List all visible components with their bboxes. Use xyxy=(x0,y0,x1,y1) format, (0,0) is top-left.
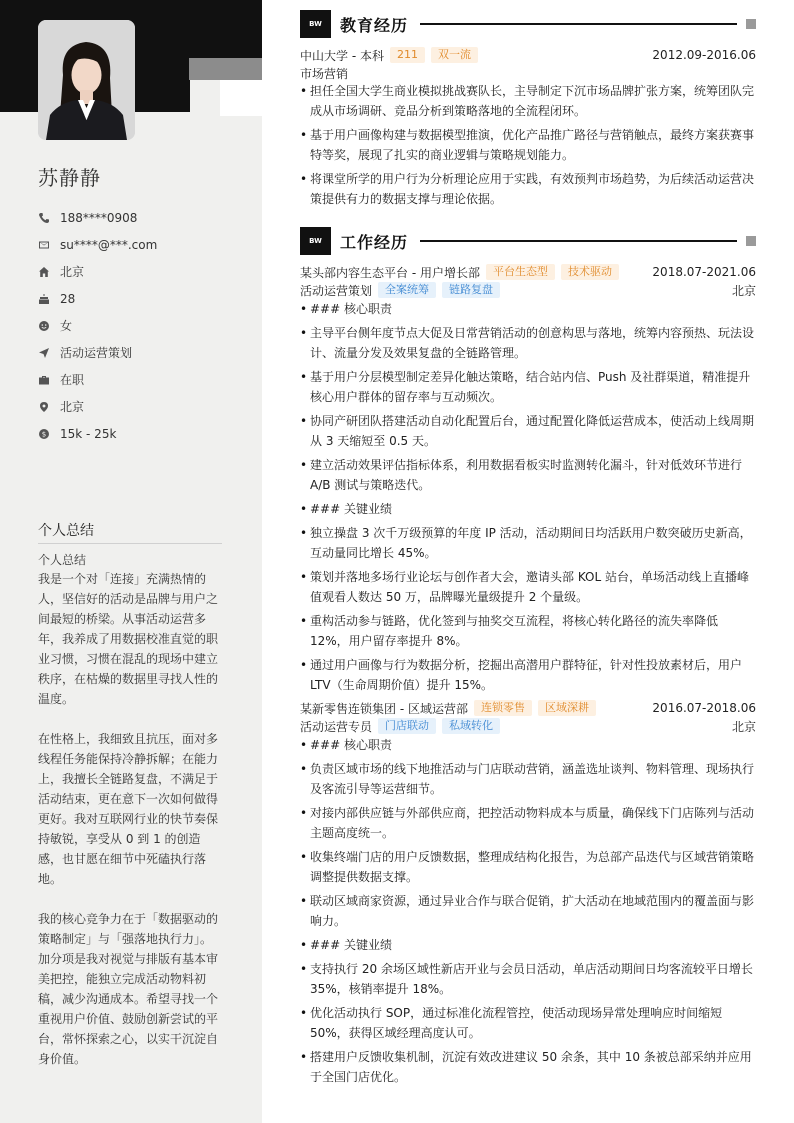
summary-body xyxy=(38,569,222,1089)
job-bullet: • 联动区域商家资源，通过异业合作与联合促销，扩大活动在地域范围内的覆盖面与影响力。 xyxy=(300,891,756,931)
job-bullet: • 通过用户画像与行为数据分析，挖掘出高潜用户群特征，针对性投放素材后，用户 LTV（生命周期价值）提升 15%。 xyxy=(300,655,756,695)
section-divider xyxy=(420,23,737,25)
salary-icon xyxy=(38,428,50,440)
education-tag: 双一流 xyxy=(431,47,478,63)
job-role-tag: 私域转化 xyxy=(442,718,500,734)
education-school-row xyxy=(300,46,756,64)
svg-text:$: $ xyxy=(41,430,47,439)
job-company: 某头部内容生态平台 - 用户增长部 xyxy=(300,265,480,280)
info-age xyxy=(38,285,248,312)
summary-paragraph: 在性格上，我细致且抗压，面对多线程任务能保持冷静拆解；在能力上，我擅长全链路复盘，不满足于活动结束，更在意下一次如何做得更好。我对互联网行业的快节奏保持敏锐，享受从 0 到 1 的创造感，也甘愿在细节中死磕执行落地。 xyxy=(38,732,219,886)
job-bullets xyxy=(300,299,756,699)
section-end-marker xyxy=(746,19,756,29)
job-bullet: • 重构活动参与链路，优化签到与抽奖交互流程，将核心转化路径的流失率降低 12%，用户留存率提升 8%。 xyxy=(300,611,756,651)
education-major: 市场营销 xyxy=(300,66,349,81)
info-target-role-text: 活动运营策划 xyxy=(60,346,133,360)
job-city: 北京 xyxy=(731,719,756,734)
info-location xyxy=(38,393,248,420)
job-company: 某新零售连锁集团 - 区域运营部 xyxy=(300,701,468,716)
info-target-role xyxy=(38,339,248,366)
mail-icon xyxy=(38,239,50,251)
education-bullet: • 担任全国大学生商业模拟挑战赛队长，主导制定下沉市场品牌扩张方案，统筹团队完成从市场调研、竞品分析到策略落地的全流程闭环。 xyxy=(300,81,756,121)
education-section-title: 教育经历 xyxy=(340,15,409,35)
section-divider xyxy=(420,240,737,242)
education-period: 2012.09-2016.06 xyxy=(652,48,756,62)
sidebar xyxy=(0,0,262,1123)
send-icon xyxy=(38,347,50,359)
job-bullet: • ### 核心职责 xyxy=(300,735,756,755)
job-bullet: • 收集终端门店的用户反馈数据，整理成结构化报告，为总部产品迭代与区域营销策略调整提供数据支撑。 xyxy=(300,847,756,887)
info-phone xyxy=(38,204,248,231)
education-major-row xyxy=(300,64,756,82)
education-section-header xyxy=(300,10,756,38)
gender-icon xyxy=(38,320,50,332)
job-role: 活动运营策划 xyxy=(300,283,373,298)
briefcase-icon xyxy=(38,374,50,386)
info-home xyxy=(38,258,248,285)
job-company-tag: 区域深耕 xyxy=(538,700,596,716)
cake-icon xyxy=(38,293,50,305)
job-bullet: • 负责区域市场的线下地推活动与门店联动营销，涵盖选址谈判、物料管理、现场执行及客流引导等运营细节。 xyxy=(300,759,756,799)
info-phone-text: 188****0908 xyxy=(60,210,138,225)
header-block-gray xyxy=(189,58,262,80)
summary-title: 个人总结 xyxy=(38,520,222,544)
info-home-text: 北京 xyxy=(60,265,85,279)
job-company-tag: 平台生态型 xyxy=(486,264,555,280)
job-role-tag: 链路复盘 xyxy=(442,282,500,298)
info-email xyxy=(38,231,248,258)
phone-icon xyxy=(38,212,50,224)
job-bullet: • 独立操盘 3 次千万级预算的年度 IP 活动，活动期间日均活跃用户数突破历史新高，互动量同比增长 45%。 xyxy=(300,523,756,563)
job-company-tag: 连锁零售 xyxy=(474,700,532,716)
info-status-text: 在职 xyxy=(60,373,85,387)
education-school: 中山大学 - 本科 xyxy=(300,48,384,63)
info-gender xyxy=(38,312,248,339)
education-bullets xyxy=(300,81,756,213)
info-gender-text: 女 xyxy=(60,319,73,333)
education-bullet: • 将课堂所学的用户行为分析理论应用于实践，有效预判市场趋势，为后续活动运营决策提供有力的数据支撑与理论依据。 xyxy=(300,169,756,209)
job-bullet: • 策划并落地多场行业论坛与创作者大会，邀请头部 KOL 站台，单场活动线上直播峰值观看人数达 50 万，品牌曝光量级提升 2 个量级。 xyxy=(300,567,756,607)
job-bullet: • ### 核心职责 xyxy=(300,299,756,319)
info-age-text: 28 xyxy=(60,291,76,306)
job-period: 2018.07-2021.06 xyxy=(652,265,756,279)
job-period: 2016.07-2018.06 xyxy=(652,701,756,715)
summary-subtitle: 个人总结 xyxy=(38,553,87,567)
job-bullet: • ### 关键业绩 xyxy=(300,499,756,519)
home-icon xyxy=(38,266,50,278)
summary-paragraph: 我的核心竞争力在于「数据驱动的策略制定」与「强落地执行力」。加分项是我对视觉与排版有基本审美把控，能独立完成活动物料初稿，减少沟通成本。希望寻找一个重视用户价值、鼓励创新尝试的平台，常怀探索之心，以实干沉淀自身价值。 xyxy=(38,912,219,1066)
job-role-row xyxy=(300,281,756,299)
job-bullet: • 基于用户分层模型制定差异化触达策略，结合站内信、Push 及社群渠道，精准提升核心用户群体的留存率与互动频次。 xyxy=(300,367,756,407)
info-status xyxy=(38,366,248,393)
header-block-white xyxy=(220,80,262,116)
job-role-tag: 门店联动 xyxy=(378,718,436,734)
job-role: 活动运营专员 xyxy=(300,719,373,734)
info-email-text: su****@***.com xyxy=(60,237,158,252)
job-bullet: • 建立活动效果评估指标体系，利用数据看板实时监测转化漏斗，针对低效环节进行 A/B 测试与策略迭代。 xyxy=(300,455,756,495)
section-logo-icon: BW xyxy=(300,227,331,255)
education-tag: 211 xyxy=(390,47,425,63)
location-icon xyxy=(38,401,50,413)
info-salary-text: 15k - 25k xyxy=(60,426,117,441)
job-bullet: • 支持执行 20 余场区域性新店开业与会员日活动，单店活动期间日均客流较平日增长 35%，核销率提升 18%。 xyxy=(300,959,756,999)
job-company-row xyxy=(300,699,756,717)
contact-info-list xyxy=(38,204,248,447)
job-bullet: • 搭建用户反馈收集机制，沉淀有效改进建议 50 余条，其中 10 条被总部采纳并应用于全国门店优化。 xyxy=(300,1047,756,1087)
work-section-header xyxy=(300,227,756,255)
work-section-title: 工作经历 xyxy=(340,232,409,252)
job-bullet: • ### 关键业绩 xyxy=(300,935,756,955)
job-company-row xyxy=(300,263,756,281)
job-bullet: • 对接内部供应链与外部供应商，把控活动物料成本与质量，确保线下门店陈列与活动主题高度统一。 xyxy=(300,803,756,843)
summary-paragraph: 我是一个对「连接」充满热情的人，坚信好的活动是品牌与用户之间最短的桥梁。从事活动运营多年，我养成了用数据校准直觉的职业习惯，习惯在混乱的现场中建立秩序，在枯燥的数据里寻找人性的温度。 xyxy=(38,572,219,706)
profile-name: 苏静静 xyxy=(38,166,101,190)
job-role-row xyxy=(300,717,756,735)
section-logo-icon: BW xyxy=(300,10,331,38)
job-company-tag: 技术驱动 xyxy=(561,264,619,280)
job-bullet: • 协同产研团队搭建活动自动化配置后台，通过配置化降低运营成本，使活动上线周期从 3 天缩短至 0.5 天。 xyxy=(300,411,756,451)
info-salary xyxy=(38,420,248,447)
job-bullet: • 主导平台侧年度节点大促及日常营销活动的创意构思与落地，统筹内容预热、玩法设计、流量分发及效果复盘的全链路管理。 xyxy=(300,323,756,363)
info-location-text: 北京 xyxy=(60,400,85,414)
education-bullet: • 基于用户画像构建与数据模型推演，优化产品推广路径与营销触点，最终方案获赛事特等奖，展现了扎实的商业逻辑与策略规划能力。 xyxy=(300,125,756,165)
job-city: 北京 xyxy=(731,283,756,298)
job-role-tag: 全案统筹 xyxy=(378,282,436,298)
job-bullet: • 优化活动执行 SOP，通过标准化流程管控，使活动现场异常处理响应时间缩短 50%，获得区域经理高度认可。 xyxy=(300,1003,756,1043)
job-bullets xyxy=(300,735,756,1091)
section-end-marker xyxy=(746,236,756,246)
avatar xyxy=(38,20,135,140)
